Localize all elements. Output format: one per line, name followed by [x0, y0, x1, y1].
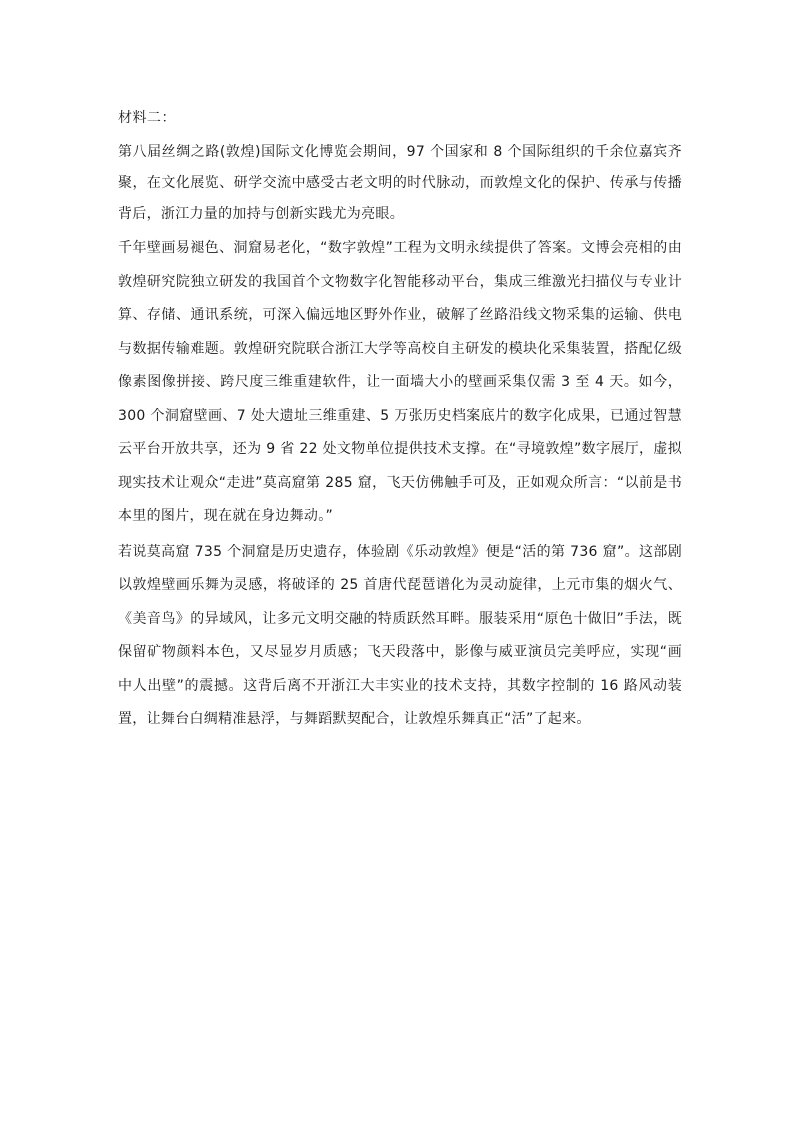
paragraph-3: 若说莫高窟 735 个洞窟是历史遗存，体验剧《乐动敦煌》便是“活的第 736 窟”。这部剧以敦煌壁画乐舞为灵感，将破译的 25 首唐代琵琶谱化为灵动旋律，上元市集的烟火气、《美音鸟》的异域风，让多元文明交融的特质跃然耳畔。服装采用“原色十做旧”手法，既保留矿物颜料本色，又尽显岁月质感；飞天段落中，影像与威亚演员完美呼应，实现“画中人出壁”的震撼。这背后离不开浙江大丰实业的技术支持，其数字控制的 16 路风动装置，让舞台白绸精准悬浮，与舞蹈默契配合，让敦煌乐舞真正“活”了起来。 — [118, 543, 682, 727]
paragraph-2: 千年壁画易褪色、洞窟易老化，“数字敦煌”工程为文明永续提供了答案。文博会亮相的由敦煌研究院独立研发的我国首个文物数字化智能移动平台，集成三维激光扫描仪与专业计算、存储、通讯系统，可深入偏远地区野外作业，破解了丝路沿线文物采集的运输、供电与数据传输难题。敦煌研究院联合浙江大学等高校自主研发的模块化采集装置，搭配亿级像素图像拼接、跨尺度三维重建软件，让一面墙大小的壁画采集仅需 3 至 4 天。如今，300 个洞窟壁画、7 处大遗址三维重建、5 万张历史档案底片的数字化成果，已通过智慧云平台开放共享，还为 9 省 22 处文物单位提供技术支撑。在“寻境敦煌”数字展厅，虚拟现实技术让观众“走进”莫高窟第 285 窟，飞天仿佛触手可及，正如观众所言：“以前是书本里的图片，现在就在身边舞动。” — [118, 240, 682, 524]
material-heading: 材料二： — [118, 110, 176, 126]
paragraph-1: 第八届丝绸之路(敦煌)国际文化博览会期间，97 个国家和 8 个国际组织的千余位嘉宾齐聚，在文化展览、研学交流中感受古老文明的时代脉动，而敦煌文化的保护、传承与传播背后，浙江力量的加持与创新实践尤为亮眼。 — [118, 144, 682, 222]
